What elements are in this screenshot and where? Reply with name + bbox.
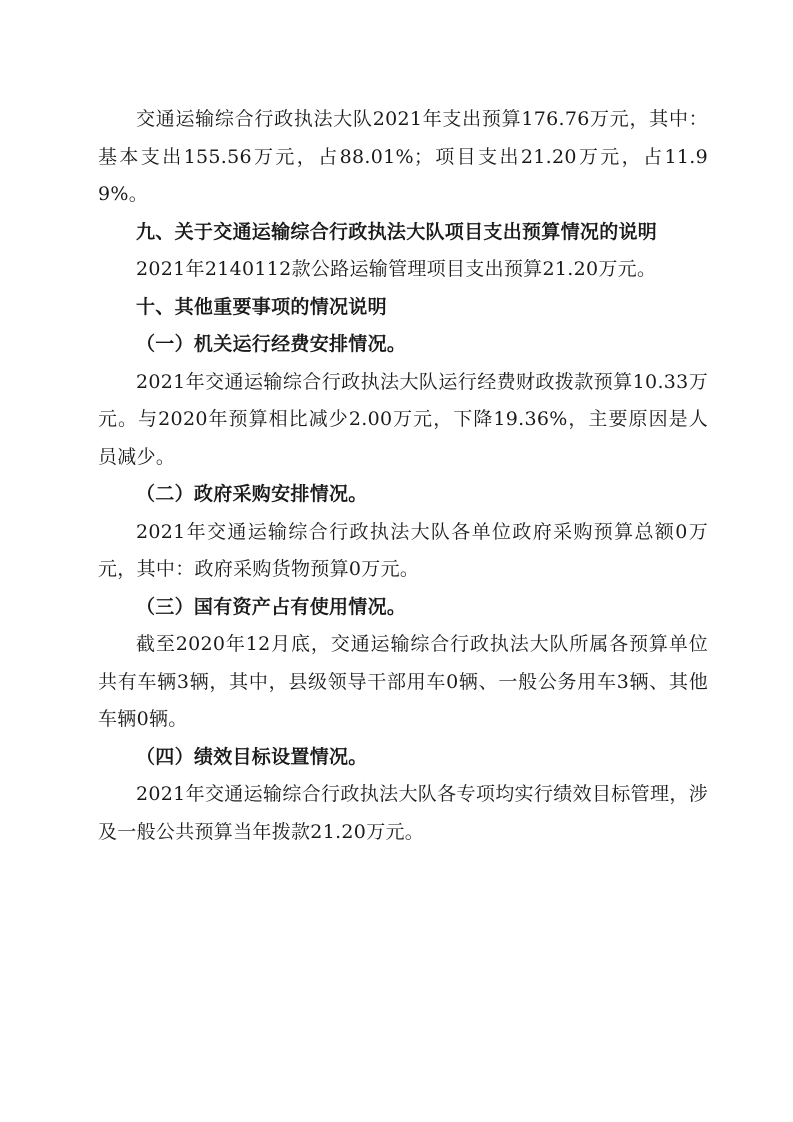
paragraph-assets: 截至2020年12月底，交通运输综合行政执法大队所属各预算单位共有车辆3辆，其中，县级领导干部用车0辆、一般公务用车3辆、其他车辆0辆。 (98, 633, 708, 730)
paragraph-budget-summary: 交通运输综合行政执法大队2021年支出预算176.76万元，其中：基本支出155.56万元，占88.01%；项目支出21.20万元，占11.99%。 (98, 108, 708, 205)
subsection-heading-assets: （三）国有资产占有使用情况。 (136, 595, 407, 618)
paragraph-operating-costs: 2021年交通运输综合行政执法大队运行经费财政拨款预算10.33万元。与2020年预算相比减少2.00万元，下降19.36%，主要原因是人员减少。 (98, 370, 708, 468)
subsection-heading-procurement: （二）政府采购安排情况。 (136, 483, 368, 505)
paragraph-performance-goals: 2021年交通运输综合行政执法大队各专项均实行绩效目标管理，涉及一般公共预算当年拨款21.20万元。 (98, 783, 708, 843)
subsection-heading-performance-goals: （四）绩效目标设置情况。 (136, 745, 368, 768)
paragraph-procurement: 2021年交通运输综合行政执法大队各单位政府采购预算总额0万元，其中：政府采购货物预算0万元。 (98, 520, 708, 580)
section-heading-other-matters: 十、其他重要事项的情况说明 (136, 295, 387, 318)
section-heading-project-expenditure: 九、关于交通运输综合行政执法大队项目支出预算情况的说明 (136, 220, 658, 243)
subsection-heading-operating-costs: （一）机关运行经费安排情况。 (136, 333, 407, 355)
document-page (98, 98, 708, 851)
paragraph-project-expenditure: 2021年2140112款公路运输管理项目支出预算21.20万元。 (136, 258, 657, 280)
